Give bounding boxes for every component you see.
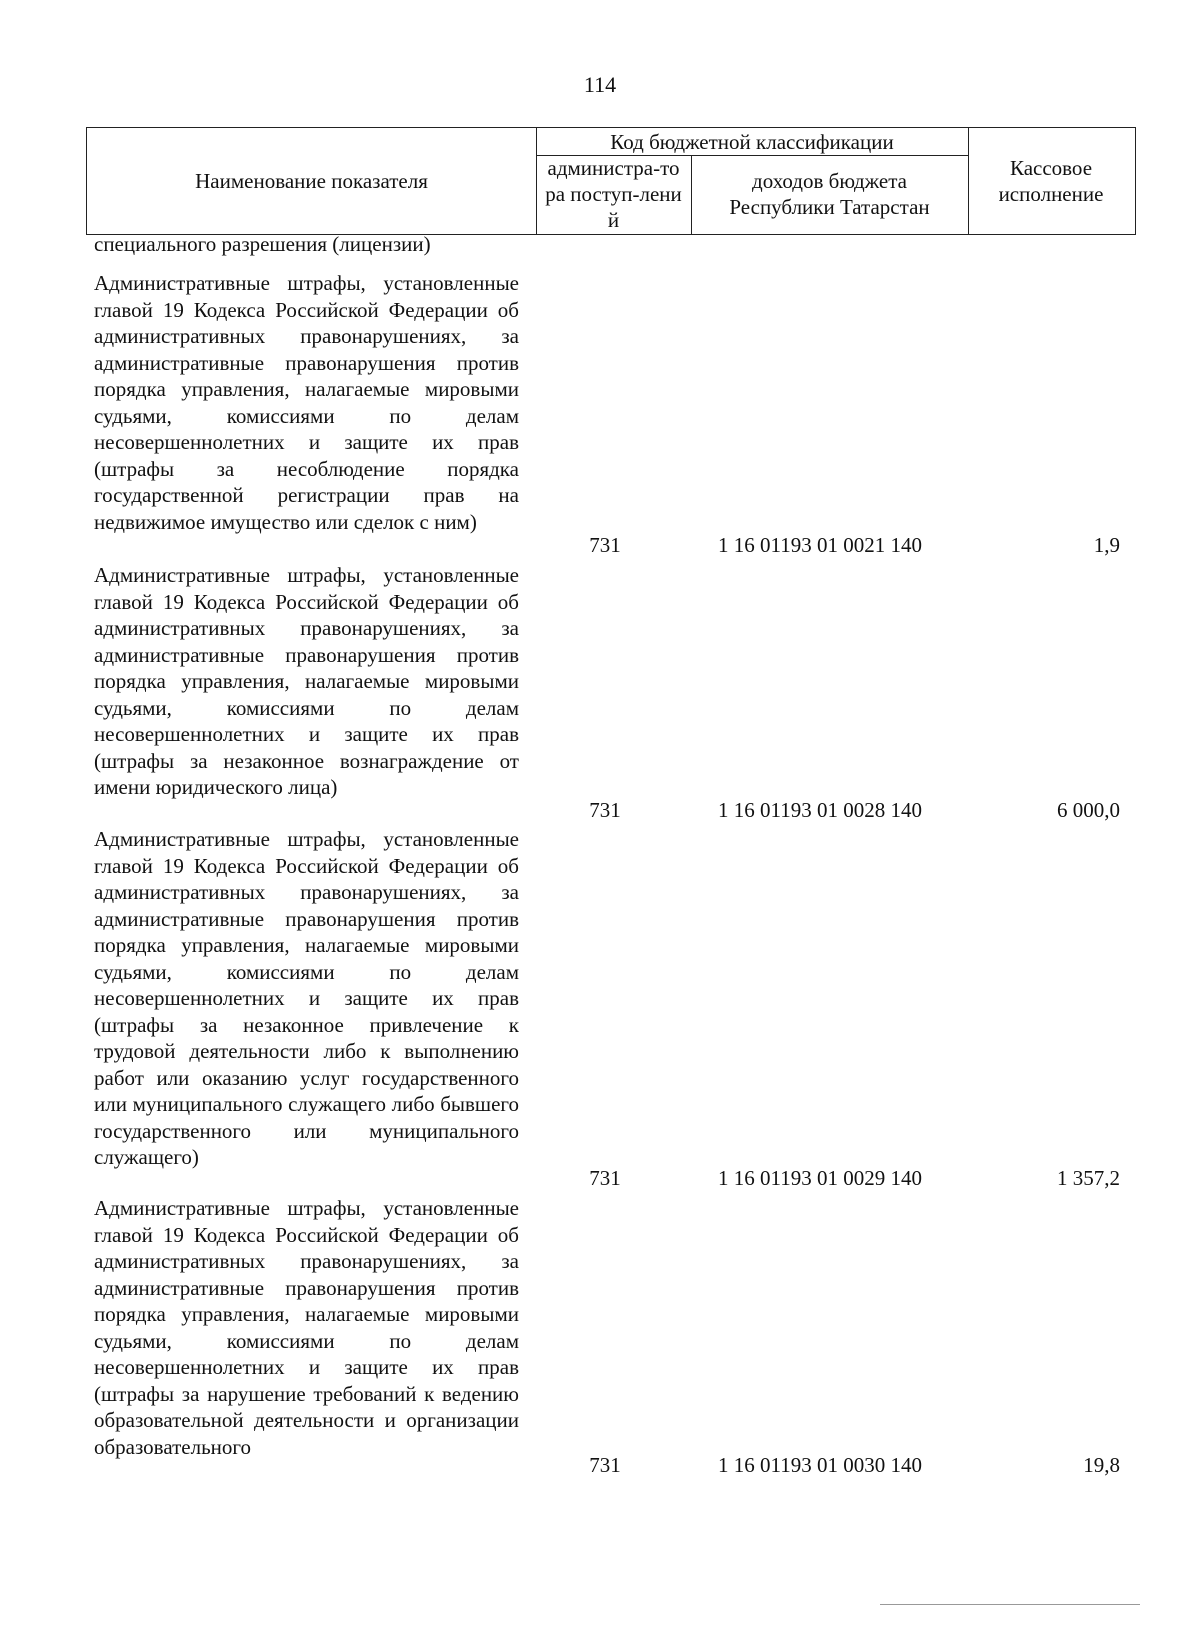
table-header	[86, 127, 1136, 235]
row-income-code: 1 16 01193 01 0028 140	[718, 798, 922, 822]
row-description: Административные штрафы, установленные главой 19 Кодекса Российской Федерации об административных правонарушениях, за административные правонарушения против порядка управления, налагаемые мировыми судьями, комиссиями по делам несовершеннолетних и защите их прав (штрафы за незаконное привлечение к трудовой деятельности либо к выполнению работ или оказанию услуг государственного или муниципального служащего либо бывшего государственного или муниципального служащего)	[94, 827, 519, 1169]
page-number: 114	[583, 72, 617, 97]
row-amount: 19,8	[1083, 1453, 1120, 1477]
header-execution-label: Кассовое исполнение	[998, 155, 1104, 206]
row-admin-code: 731	[589, 798, 621, 822]
row-amount: 6 000,0	[1057, 798, 1120, 822]
header-income-label: доходов бюджета Республики Татарстан	[729, 169, 930, 219]
continuation-text: специального разрешения (лицензии)	[94, 232, 431, 256]
row-description: Административные штрафы, установленные главой 19 Кодекса Российской Федерации об административных правонарушениях, за административные правонарушения против порядка управления, налагаемые мировыми судьями, комиссиями по делам несовершеннолетних и защите их прав (штрафы за нарушение требований к ведению образовательной деятельности и организации образовательного	[94, 1196, 519, 1459]
footer-rule	[880, 1604, 1140, 1605]
header-admin-column	[536, 155, 691, 233]
header-admin-label: администра-тора поступ-лений	[545, 156, 682, 232]
row-amount: 1,9	[1093, 533, 1120, 557]
row-description: Административные штрафы, установленные главой 19 Кодекса Российской Федерации об административных правонарушениях, за административные правонарушения против порядка управления, налагаемые мировыми судьями, комиссиями по делам несовершеннолетних и защите их прав (штрафы за незаконное вознаграждение от имени юридического лица)	[94, 563, 519, 799]
header-income-column	[691, 155, 968, 233]
row-admin-code: 731	[589, 1166, 621, 1190]
header-name-column: Наименование показателя	[195, 168, 428, 193]
header-execution-column	[968, 128, 1134, 233]
header-kbk-group: Код бюджетной классификации	[610, 129, 894, 154]
row-income-code: 1 16 01193 01 0021 140	[718, 533, 922, 557]
row-admin-code: 731	[589, 1453, 621, 1477]
row-income-code: 1 16 01193 01 0030 140	[718, 1453, 922, 1477]
row-income-code: 1 16 01193 01 0029 140	[718, 1166, 922, 1190]
row-description: Административные штрафы, установленные главой 19 Кодекса Российской Федерации об административных правонарушениях, за административные правонарушения против порядка управления, налагаемые мировыми судьями, комиссиями по делам несовершеннолетних и защите их прав (штрафы за несоблюдение порядка государственной регистрации прав на недвижимое имущество или сделок с ним)	[94, 271, 519, 534]
row-amount: 1 357,2	[1057, 1166, 1120, 1190]
row-admin-code: 731	[589, 533, 621, 557]
